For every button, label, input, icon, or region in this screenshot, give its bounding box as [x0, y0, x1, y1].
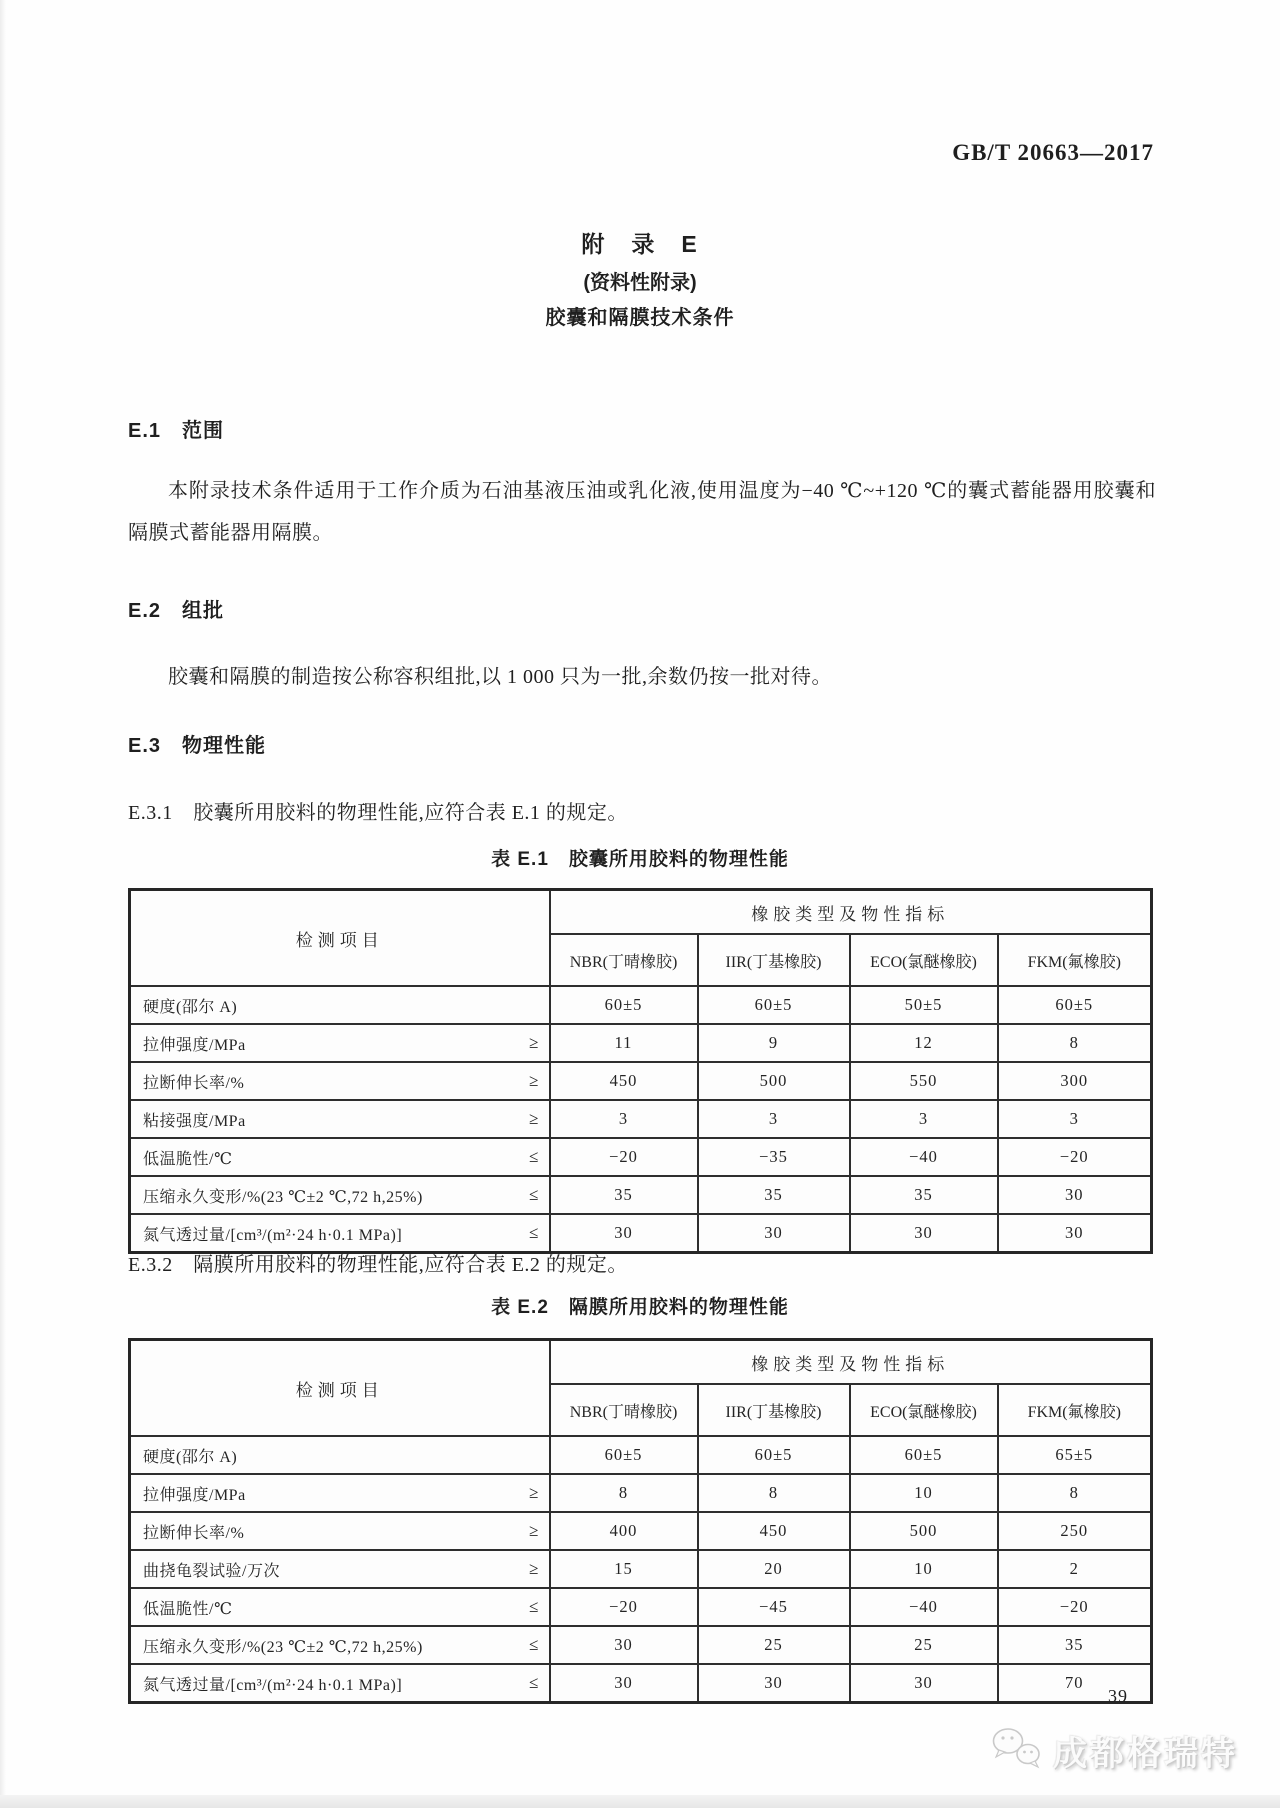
row-label: 硬度(邵尔 A): [143, 998, 238, 1016]
cell-value: 3: [698, 1100, 850, 1138]
row-label: 粘接强度/MPa: [143, 1112, 246, 1130]
column-header-item: 检测项目: [130, 890, 550, 987]
cell-value: −20: [998, 1588, 1152, 1626]
cell-value: 30: [698, 1214, 850, 1253]
watermark: [991, 1726, 1238, 1775]
cell-value: 20: [698, 1550, 850, 1588]
comparison-symbol: ≤: [529, 1597, 539, 1616]
cell-value: 30: [550, 1214, 698, 1253]
column-header-fkm: FKM(氟橡胶): [998, 934, 1152, 986]
appendix-subject: 胶囊和隔膜技术条件: [545, 307, 735, 329]
cell-value: 250: [998, 1512, 1152, 1550]
cell-value: 35: [998, 1626, 1152, 1664]
cell-value: 30: [550, 1626, 698, 1664]
cell-value: 35: [550, 1176, 698, 1214]
cell-value: −35: [698, 1138, 850, 1176]
table-row: [130, 1176, 1152, 1214]
comparison-symbol: ≤: [529, 1635, 539, 1654]
row-label: 氮气透过量/[cm³/(m²·24 h·0.1 MPa)]: [143, 1676, 403, 1694]
column-header-iir: IIR(丁基橡胶): [698, 1384, 850, 1436]
cell-value: 50±5: [850, 986, 998, 1024]
comparison-symbol: ≥: [529, 1071, 539, 1090]
appendix-subtitle: (资料性附录): [583, 272, 697, 294]
table-e1: [128, 888, 1153, 1254]
cell-value: 10: [850, 1474, 998, 1512]
row-label: 压缩永久变形/%(23 ℃±2 ℃,72 h,25%): [143, 1188, 423, 1206]
column-header-iir: IIR(丁基橡胶): [698, 934, 850, 986]
page-number: 39: [1108, 1686, 1128, 1706]
cell-value: 60±5: [850, 1436, 998, 1474]
cell-value: 30: [850, 1214, 998, 1253]
column-header-group: 橡胶类型及物性指标: [550, 1340, 1152, 1385]
cell-value: 3: [550, 1100, 698, 1138]
cell-value: 60±5: [698, 986, 850, 1024]
column-header-nbr: NBR(丁晴橡胶): [550, 1384, 698, 1436]
row-label: 拉断伸长率/%: [143, 1524, 245, 1542]
comparison-symbol: ≤: [529, 1147, 539, 1166]
cell-value: 30: [998, 1214, 1152, 1253]
column-header-group: 橡胶类型及物性指标: [550, 890, 1152, 935]
table-row: [130, 1436, 1152, 1474]
cell-value: 12: [850, 1024, 998, 1062]
comparison-symbol: ≤: [529, 1673, 539, 1692]
cell-value: −20: [550, 1588, 698, 1626]
row-label: 氮气透过量/[cm³/(m²·24 h·0.1 MPa)]: [143, 1226, 403, 1244]
comparison-symbol: ≥: [529, 1109, 539, 1128]
column-header-eco: ECO(氯醚橡胶): [850, 1384, 998, 1436]
cell-value: 25: [698, 1626, 850, 1664]
cell-value: 8: [998, 1024, 1152, 1062]
table-row: [130, 1100, 1152, 1138]
cell-value: 65±5: [998, 1436, 1152, 1474]
paragraph-e32: E.3.2 隔膜所用胶料的物理性能,应符合表 E.2 的规定。: [128, 1254, 628, 1276]
section-heading-e1: E.1 范围: [128, 420, 225, 442]
cell-value: 500: [850, 1512, 998, 1550]
row-label: 拉断伸长率/%: [143, 1074, 245, 1092]
cell-value: 3: [998, 1100, 1152, 1138]
comparison-symbol: ≤: [529, 1223, 539, 1242]
comparison-symbol: ≥: [529, 1483, 539, 1502]
cell-value: 35: [850, 1176, 998, 1214]
paragraph-e2-batching: 胶囊和隔膜的制造按公称容积组批,以 1 000 只为一批,余数仍按一批对待。: [168, 666, 832, 688]
table-row: [130, 1664, 1152, 1703]
table-row: [130, 1062, 1152, 1100]
table-row: [130, 1512, 1152, 1550]
cell-value: 60±5: [698, 1436, 850, 1474]
cell-value: −40: [850, 1138, 998, 1176]
table-row: [130, 986, 1152, 1024]
cell-value: −20: [998, 1138, 1152, 1176]
row-label: 拉伸强度/MPa: [143, 1036, 246, 1054]
cell-value: 11: [550, 1024, 698, 1062]
cell-value: 450: [550, 1062, 698, 1100]
table-header-row: [130, 890, 1152, 935]
cell-value: 450: [698, 1512, 850, 1550]
column-header-eco: ECO(氯醚橡胶): [850, 934, 998, 986]
cell-value: 70: [998, 1664, 1152, 1703]
table-e2: [128, 1338, 1153, 1704]
row-label: 低温脆性/℃: [143, 1600, 233, 1618]
appendix-title: 附 录 E: [581, 231, 699, 257]
cell-value: 8: [998, 1474, 1152, 1512]
cell-value: 500: [698, 1062, 850, 1100]
column-header-item: 检测项目: [130, 1340, 550, 1437]
row-label: 压缩永久变形/%(23 ℃±2 ℃,72 h,25%): [143, 1638, 423, 1656]
comparison-symbol: ≥: [529, 1033, 539, 1052]
section-heading-e2: E.2 组批: [128, 600, 225, 622]
standard-number: GB/T 20663—2017: [952, 140, 1154, 165]
cell-value: 9: [698, 1024, 850, 1062]
table-row: [130, 1550, 1152, 1588]
column-header-nbr: NBR(丁晴橡胶): [550, 934, 698, 986]
cell-value: 60±5: [550, 1436, 698, 1474]
section-heading-e3: E.3 物理性能: [128, 735, 267, 757]
cell-value: 60±5: [550, 986, 698, 1024]
row-label: 低温脆性/℃: [143, 1150, 233, 1168]
cell-value: 10: [850, 1550, 998, 1588]
table-row: [130, 1138, 1152, 1176]
cell-value: 8: [550, 1474, 698, 1512]
scan-bottom-edge-shadow: [0, 1795, 1280, 1808]
cell-value: 35: [698, 1176, 850, 1214]
cell-value: 400: [550, 1512, 698, 1550]
cell-value: 3: [850, 1100, 998, 1138]
cell-value: −40: [850, 1588, 998, 1626]
table-row: [130, 1474, 1152, 1512]
cell-value: 2: [998, 1550, 1152, 1588]
row-label: 拉伸强度/MPa: [143, 1486, 246, 1504]
watermark-text: 成都格瑞特: [1053, 1735, 1238, 1773]
paragraph-e1-scope: 本附录技术条件适用于工作介质为石油基液压油或乳化液,使用温度为−40 ℃~+120 ℃的囊式蓄能器用胶囊和隔膜式蓄能器用隔膜。: [128, 480, 1156, 544]
wechat-icon: [991, 1726, 1043, 1775]
table-row: [130, 1588, 1152, 1626]
cell-value: 60±5: [998, 986, 1152, 1024]
cell-value: 30: [998, 1176, 1152, 1214]
comparison-symbol: ≤: [529, 1185, 539, 1204]
cell-value: 300: [998, 1062, 1152, 1100]
cell-value: −20: [550, 1138, 698, 1176]
paragraph-e31: E.3.1 胶囊所用胶料的物理性能,应符合表 E.1 的规定。: [128, 802, 628, 824]
cell-value: 15: [550, 1550, 698, 1588]
row-label: 硬度(邵尔 A): [143, 1448, 238, 1466]
table-e1-caption: 表 E.1 胶囊所用胶料的物理性能: [491, 849, 789, 870]
column-header-fkm: FKM(氟橡胶): [998, 1384, 1152, 1436]
comparison-symbol: ≥: [529, 1559, 539, 1578]
cell-value: 30: [850, 1664, 998, 1703]
cell-value: 30: [698, 1664, 850, 1703]
cell-value: −45: [698, 1588, 850, 1626]
comparison-symbol: ≥: [529, 1521, 539, 1540]
table-header-row: [130, 1340, 1152, 1385]
row-label: 曲挠龟裂试验/万次: [143, 1562, 280, 1580]
table-row: [130, 1626, 1152, 1664]
cell-value: 25: [850, 1626, 998, 1664]
table-row: [130, 1024, 1152, 1062]
cell-value: 550: [850, 1062, 998, 1100]
cell-value: 30: [550, 1664, 698, 1703]
cell-value: 8: [698, 1474, 850, 1512]
table-e2-caption: 表 E.2 隔膜所用胶料的物理性能: [491, 1297, 789, 1318]
